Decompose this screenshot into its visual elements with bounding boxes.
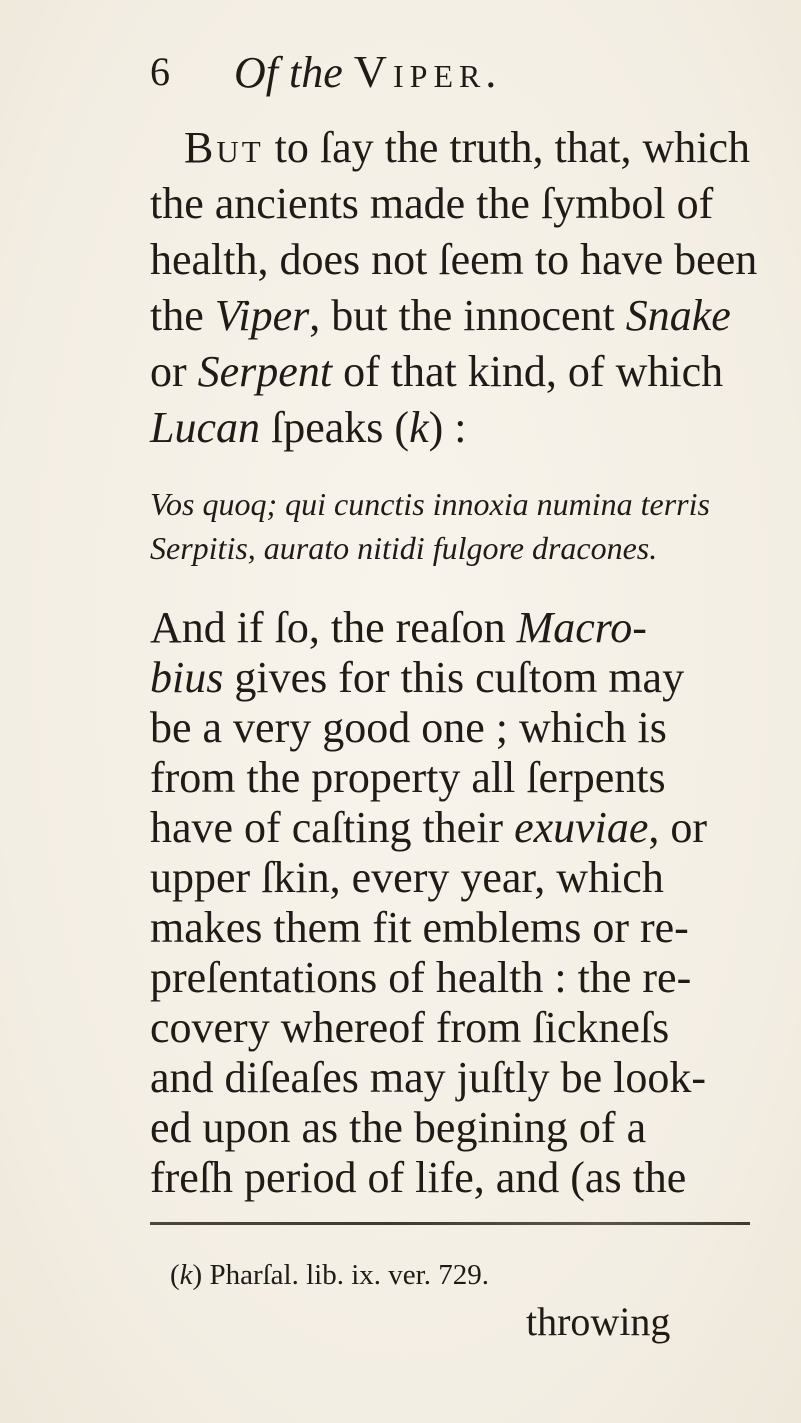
- paragraph2-line2: [150, 650, 684, 706]
- paragraph2-line1-a: And if ſo, the reaſon: [150, 603, 517, 652]
- running-title-suffix: .: [486, 48, 498, 97]
- paragraph2-line5-b: , or: [648, 803, 708, 852]
- paragraph2-line6: upper ſkin, every year, which: [150, 853, 664, 902]
- footnote-rule-line: [150, 1222, 750, 1225]
- paragraph1-line4-snake: Snake: [625, 291, 731, 340]
- paragraph2-line1: [150, 600, 647, 656]
- quotation-line1: Vos quoq; qui cunctis innoxia numina terris: [150, 486, 710, 522]
- footnote-reference: k: [409, 403, 429, 452]
- paragraph1-line4-b: , but the innocent: [309, 291, 626, 340]
- paragraph1-line5: [150, 344, 723, 400]
- paragraph2-line7: makes them fit emblems or re-: [150, 903, 689, 952]
- page-number: 6: [150, 49, 170, 94]
- paragraph1-line1: [184, 120, 750, 176]
- footnote-text: (k) Pharſal. lib. ix. ver. 729.: [170, 1259, 489, 1291]
- paragraph1-line6-lucan: Lucan: [150, 403, 260, 452]
- paragraph1-lead: But: [184, 123, 264, 172]
- paragraph2-line12: freſh period of life, and (as the: [150, 1153, 687, 1202]
- footnote-ref-letter: k: [179, 1259, 193, 1291]
- paragraph2-line4: from the property all ſerpents: [150, 753, 666, 802]
- paragraph1-line3: health, does not ſeem to have been: [150, 235, 758, 284]
- paragraph1-line5-serpent: Serpent: [197, 347, 333, 396]
- running-header: [150, 42, 770, 102]
- running-title-word: Viper: [353, 46, 487, 97]
- paragraph1-line5-a: or: [150, 347, 198, 396]
- catchword: throwing: [526, 1299, 671, 1344]
- paragraph2-line8: preſentations of health : the re-: [150, 953, 692, 1002]
- paragraph2-line10: and diſeaſes may juſtly be look-: [150, 1053, 706, 1102]
- paragraph1-line6: [150, 400, 466, 456]
- running-title: [234, 42, 497, 103]
- paragraph1-line1-rest: to ſay the truth, that, which: [263, 123, 751, 172]
- paragraph2-line3: be a very good one ; which is: [150, 703, 667, 752]
- paragraph2-line2-b: gives for this cuſtom may: [223, 653, 685, 702]
- footnote-citation: Pharſal. lib. ix. ver. 729.: [202, 1259, 489, 1291]
- paragraph1-line6-c: ) :: [428, 403, 467, 452]
- paragraph1-line4-viper: Viper: [214, 291, 310, 340]
- paragraph2-line9: covery whereof from ſickneſs: [150, 1003, 670, 1052]
- paragraph2-line11: ed upon as the begining of a: [150, 1103, 647, 1152]
- paragraph1-line4: [150, 288, 731, 344]
- paragraph1-line2: the ancients made the ſymbol of: [150, 179, 714, 228]
- paragraph2-line5-a: have of caſting their: [150, 803, 515, 852]
- paragraph2-line1-macrobius: Macro-: [516, 603, 647, 652]
- paragraph2-line5: [150, 800, 707, 856]
- quotation-line2: Serpitis, aurato nitidi fulgore dracones.: [150, 530, 658, 566]
- paragraph2-line2-bius: bius: [150, 653, 224, 702]
- paragraph2-line5-exuviae: exuviae: [514, 803, 649, 852]
- paragraph1-line6-b: ſpeaks (: [260, 403, 410, 452]
- paragraph1-line5-b: of that kind, of which: [332, 347, 724, 396]
- paragraph1-line4-a: the: [150, 291, 215, 340]
- running-title-prefix: Of the: [234, 48, 354, 97]
